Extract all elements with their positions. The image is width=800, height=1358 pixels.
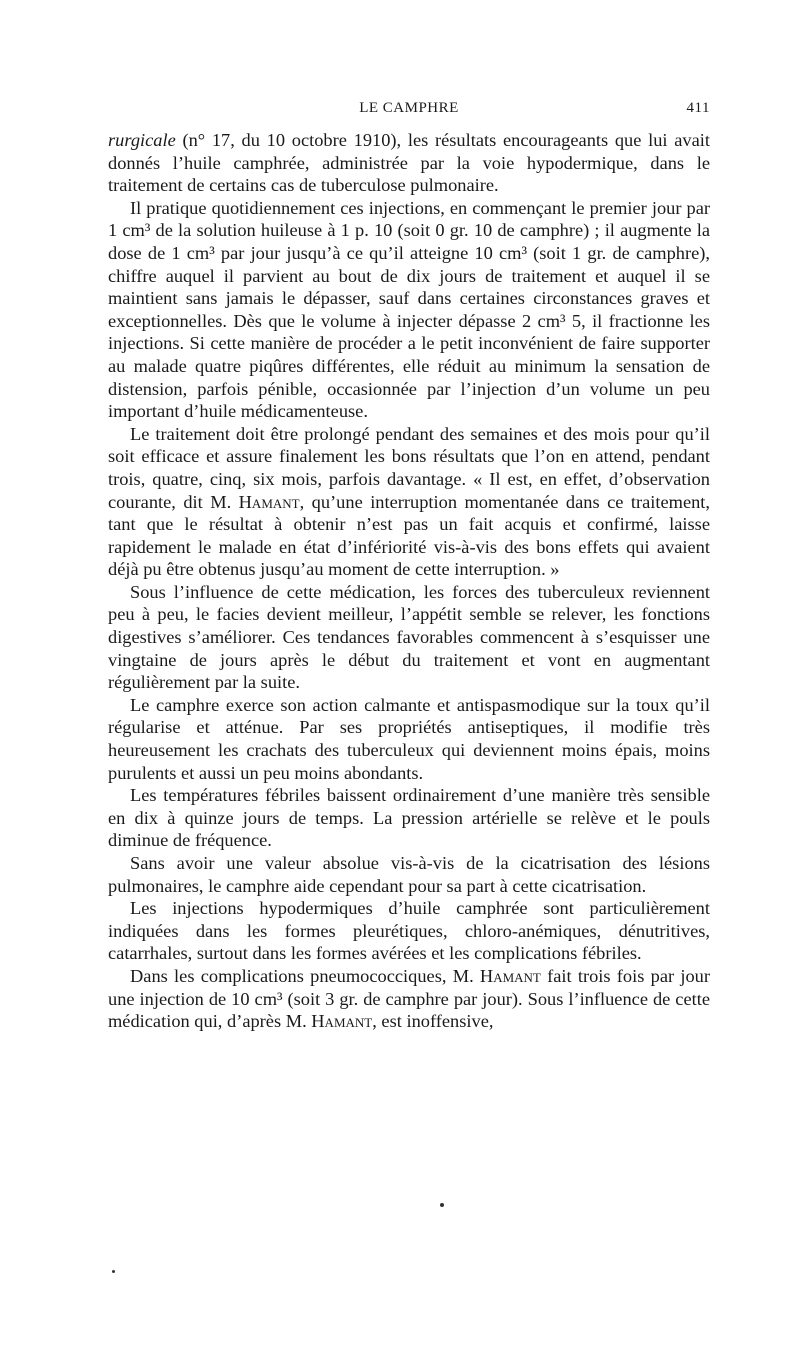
text-run: Le traitement doit être prolongé pendant des semaines et des mois pour qu’il soit efficace et assure finalement les bons résultats que l’on en attend, pendant trois, quatre, cinq, six mois, parfois davantage. « Il est, en effet, d’observation courante, dit M. [108, 423, 710, 512]
paragraph [108, 423, 710, 581]
paragraph [108, 694, 710, 784]
text-run: Dans les complications pneumococciques, M. [130, 965, 480, 986]
text-run: , qu’une interruption momentanée dans ce traitement, tant que le résultat à obtenir n’est pas un fait acquis et confirmé, laisse rapidement le malade en état d’infériorité vis-à-vis des bons effets qui avaient déjà pu être obtenus jusqu’au moment de cette interruption. » [108, 491, 711, 580]
speck-mark [112, 1270, 115, 1273]
running-head [108, 100, 710, 122]
body-text [108, 129, 710, 1033]
text-run: Les températures fébriles baissent ordinairement d’une manière très sensible en dix à quinze jours de temps. La pression artérielle se relève et le pouls diminue de fréquence. [108, 785, 710, 851]
paragraph [108, 129, 710, 197]
text-run: (n° 17, du 10 octobre 1910), les résultats encourageants que lui avait donnés l’huile camphrée, administrée par la voie hypodermique, dans le traitement de certains cas de tuberculose pulmonaire. [108, 130, 710, 196]
text-run: Sous l’influence de cette médication, les forces des tuberculeux reviennent peu à peu, le facies devient meilleur, l’appétit semble se relever, les fonctions digestives s’améliorer. Ces tendances favorables commencent à s’esquisser une vingtaine de jours après le début du traitement et vont en augmentant régulièrement par la suite. [108, 581, 710, 693]
text-run: Les injections hypodermiques d’huile camphrée sont particulièrement indiquées dans les formes pleurétiques, chloro-anémiques, dénutritives, catarrhales, surtout dans les formes avérées et les complications fébriles. [108, 898, 710, 964]
text-run: Sans avoir une valeur absolue vis-à-vis de la cicatrisation des lésions pulmonaires, le camphre aide cependant pour sa part à cette cicatrisation. [108, 853, 710, 896]
speck-mark [440, 1203, 444, 1207]
text-run: Le camphre exerce son action calmante et antispasmodique sur la toux qu’il régularise et atténue. Par ses propriétés antiseptiques, il modifie très heureusement les crachats des tuberculeux qui deviennent moins épais, moins purulents et aussi un peu moins abondants. [108, 694, 710, 783]
running-title: LE CAMPHRE [359, 100, 459, 116]
text-run: Il pratique quotidiennement ces injections, en commençant le premier jour par 1 cm³ de la solution huileuse à 1 p. 10 (soit 0 gr. 10 de camphre) ; il augmente la dose de 1 cm³ par jour jusqu’à ce qu’il atteigne 10 cm³ (soit 1 gr. de camphre), chiffre auquel il parvient au bout de dix jours de traitement et auquel il se maintient sans jamais le dépasser, sauf dans certaines circonstances graves et exceptionnelles. Dès que le volume à injecter dépasse 2 cm³ 5, il fractionne les injections. Si cette manière de procéder a le petit inconvénient de faire supporter au malade quatre piqûres différentes, elle réduit au minimum la sensation de distension, parfois pénible, occasionnée par l’injection d’un volume un peu important d’huile médicamenteuse. [108, 197, 710, 422]
paragraph [108, 965, 710, 1033]
paragraph [108, 852, 710, 897]
text-run: , est inoffensive, [372, 1011, 494, 1032]
paragraph [108, 897, 710, 965]
italic-text: rurgicale [108, 130, 176, 150]
author-name: Hamant [238, 491, 300, 512]
paragraph [108, 784, 710, 852]
author-name: Hamant [479, 965, 541, 986]
text-run: fait trois fois par jour une injection de 10 cm³ (soit 3 gr. de camphre par jour). Sous l’influence de cette médication qui, d’après M. [108, 965, 710, 1032]
page-number: 411 [686, 100, 710, 116]
paragraph [108, 197, 710, 423]
author-name: Hamant [311, 1011, 373, 1032]
paragraph [108, 581, 710, 694]
